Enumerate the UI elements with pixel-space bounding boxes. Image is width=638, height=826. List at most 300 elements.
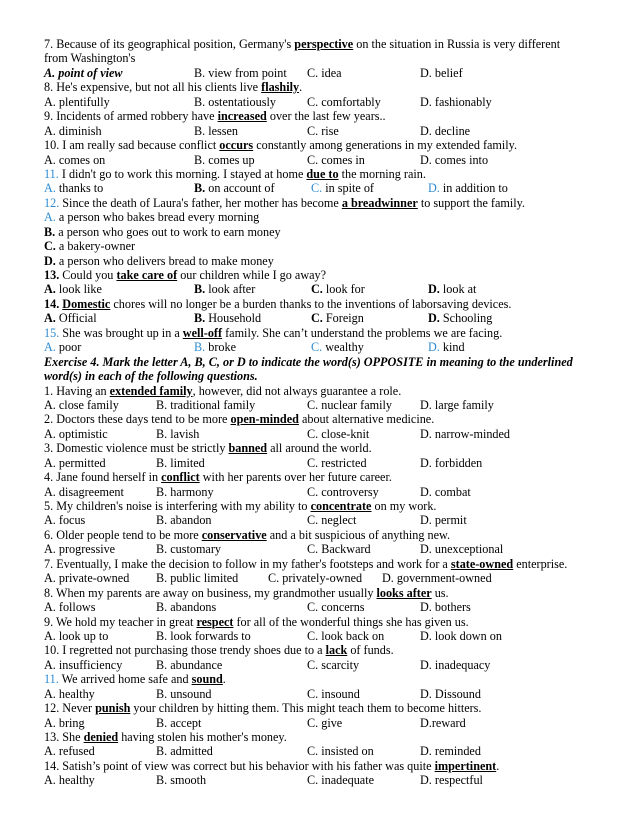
text-segment: 1. Having an: [44, 383, 110, 398]
option-text: B. view from point: [194, 65, 287, 80]
text-segment: your children by hitting them. This might teach them to become hitters.: [130, 701, 482, 716]
option-text: B. limited: [156, 455, 205, 470]
text-line: [44, 470, 604, 484]
answer-option: [307, 744, 374, 758]
answer-options-row: [44, 744, 604, 758]
key-word: impertinent: [434, 758, 497, 773]
answer-option: [156, 427, 199, 441]
answer-options-row: [44, 398, 604, 412]
option-text: D. unexceptional: [420, 542, 504, 557]
option-text: look like: [55, 282, 102, 297]
option-letter: C.: [311, 311, 323, 326]
text-segment: for all of the wonderful things she has given us.: [233, 614, 469, 629]
answer-option: [307, 542, 371, 556]
text-line: [44, 51, 604, 65]
option-text: B. unsound: [156, 686, 212, 701]
option-text: B. abandons: [156, 600, 217, 615]
answer-option: [420, 427, 510, 441]
text-segment: Could you: [59, 268, 117, 282]
answer-options-row: [44, 340, 604, 354]
answer-option: [194, 66, 287, 80]
answer-option: [420, 687, 481, 701]
text-segment: B.: [44, 224, 56, 239]
option-text: B. admitted: [156, 744, 213, 759]
text-line: [44, 499, 604, 513]
text-segment: a person who goes out to work to earn money: [55, 224, 281, 239]
answer-option: [156, 773, 206, 787]
answer-options-row: [44, 658, 604, 672]
answer-option: [382, 571, 492, 585]
text-segment: 2. Doctors these days tend to be more: [44, 412, 231, 427]
option-text: D. large family: [420, 397, 494, 412]
text-segment: with her parents over her future career.: [199, 470, 392, 485]
text-segment: 7. Because of its geographical position, Germany's: [44, 37, 295, 51]
answer-option: [44, 513, 85, 527]
option-text: C. neglect: [307, 513, 357, 528]
option-text: B. abandon: [156, 513, 212, 528]
text-segment: 13.: [44, 268, 60, 282]
option-text: A. look up to: [44, 628, 109, 643]
option-letter: C.: [311, 181, 323, 196]
option-text: D. narrow-minded: [420, 426, 511, 441]
text-line: [44, 412, 604, 426]
answer-options-row: [44, 600, 604, 614]
option-letter: C.: [311, 282, 323, 297]
option-text: A. refused: [44, 744, 95, 759]
answer-option: [420, 95, 492, 109]
option-text: Foreign: [322, 311, 364, 326]
answer-option: [420, 513, 467, 527]
answer-option: [307, 658, 359, 672]
text-segment: 3. Domestic violence must be strictly: [44, 441, 229, 456]
answer-option: [307, 513, 356, 527]
option-text: B. abundance: [156, 657, 223, 672]
answer-option: [194, 153, 255, 167]
key-word: take care of: [116, 268, 178, 282]
option-letter: A.: [44, 311, 56, 326]
option-text: poor: [55, 340, 82, 355]
text-segment: 13. She: [44, 730, 84, 744]
option-text: D. fashionably: [420, 94, 492, 109]
text-segment: family. She can’t understand the problems we are facing.: [222, 325, 503, 340]
answer-option: [156, 398, 255, 412]
answer-option: [307, 66, 342, 80]
option-text: C. idea: [307, 65, 342, 80]
answer-option: [44, 485, 124, 499]
text-segment: all around the world.: [267, 441, 372, 456]
answer-option: [307, 629, 384, 643]
answer-options-row: [44, 95, 604, 109]
option-letter: A.: [44, 181, 56, 196]
text-line: [44, 210, 604, 224]
text-line: [44, 268, 604, 282]
text-segment: 10. I am really sad because conflict: [44, 138, 220, 153]
answer-option: [428, 282, 476, 296]
answer-option: [156, 485, 214, 499]
option-text: A. focus: [44, 513, 86, 528]
option-text: A. progressive: [44, 542, 116, 557]
text-segment: on the situation in Russia is very different: [353, 37, 561, 51]
key-word: flashily: [261, 80, 300, 95]
answer-option: [307, 398, 392, 412]
option-text: Schooling: [439, 311, 493, 326]
option-text: B. smooth: [156, 773, 207, 788]
answer-option: [307, 773, 374, 787]
option-letter: D.: [428, 340, 440, 355]
text-segment: 9. We hold my teacher in great: [44, 614, 197, 629]
answer-option: [44, 66, 123, 80]
key-word: sound: [191, 672, 223, 687]
answer-option: [420, 600, 471, 614]
answer-option: [420, 485, 471, 499]
answer-option: [156, 687, 212, 701]
option-text: D. respectful: [420, 773, 483, 788]
text-segment: our children while I go away?: [177, 268, 327, 282]
text-line: [44, 37, 604, 51]
option-text: in addition to: [439, 181, 508, 196]
text-line: [44, 759, 604, 773]
text-segment: 14. Satish’s point of view was correct but his behavior with his father was quite: [44, 758, 435, 773]
key-word: denied: [83, 730, 119, 744]
answer-option: [420, 716, 466, 730]
option-text: D. inadequacy: [420, 657, 491, 672]
answer-option: [420, 542, 503, 556]
answer-options-row: [44, 571, 604, 585]
answer-option: [420, 153, 488, 167]
text-segment: and a bit suspicious of anything new.: [266, 527, 451, 542]
answer-option: [44, 398, 119, 412]
option-text: D. bothers: [420, 600, 471, 615]
option-text: C. restricted: [307, 455, 367, 470]
text-line: [44, 80, 604, 94]
answer-option: [420, 456, 482, 470]
text-segment: the morning rain.: [338, 166, 426, 181]
answer-option: [307, 153, 365, 167]
answer-option: [311, 311, 364, 325]
option-text: C. give: [307, 715, 343, 730]
answer-option: [156, 542, 221, 556]
answer-option: [44, 687, 95, 701]
text-segment: Since the death of Laura's father, her mother has become: [59, 195, 342, 210]
text-segment: 11.: [44, 672, 59, 687]
text-line: [44, 239, 604, 253]
key-word: respect: [196, 614, 234, 629]
answer-option: [307, 427, 369, 441]
answer-option: [156, 716, 201, 730]
key-word: punish: [95, 701, 131, 716]
option-text: A. insufficiency: [44, 657, 123, 672]
option-text: C. Backward: [307, 542, 371, 557]
option-letter: B.: [194, 282, 206, 297]
answer-options-row: [44, 513, 604, 527]
option-text: C. comfortably: [307, 94, 381, 109]
answer-option: [311, 340, 364, 354]
text-segment: .: [496, 758, 500, 773]
option-text: D. reminded: [420, 744, 481, 759]
text-segment: 9. Incidents of armed robbery have: [44, 109, 218, 124]
option-text: broke: [205, 340, 236, 355]
answer-option: [420, 66, 463, 80]
option-text: B. ostentatiously: [194, 94, 276, 109]
text-segment: having stolen his mother's money.: [118, 730, 287, 744]
answer-option: [44, 716, 85, 730]
answer-options-row: [44, 629, 604, 643]
option-text: C. privately-owned: [268, 571, 363, 586]
option-text: B. comes up: [194, 152, 255, 167]
answer-option: [44, 658, 122, 672]
text-segment: C.: [44, 239, 56, 254]
text-segment: .: [299, 80, 303, 95]
text-segment: 7. Eventually, I make the decision to follow in my father's footsteps and work for a: [44, 556, 451, 571]
text-segment: 5. My children's noise is interfering with my ability to: [44, 499, 311, 513]
answer-options-row: [44, 282, 604, 296]
text-line: [44, 138, 604, 152]
option-text: A. plentifully: [44, 94, 110, 109]
answer-option: [420, 398, 494, 412]
answer-option: [44, 571, 129, 585]
answer-option: [44, 629, 108, 643]
option-text: C. scarcity: [307, 657, 360, 672]
answer-option: [420, 773, 483, 787]
answer-options-row: [44, 427, 604, 441]
option-text: B. customary: [156, 542, 221, 557]
option-letter: B.: [194, 311, 206, 326]
answer-option: [194, 282, 255, 296]
answer-option: [307, 456, 367, 470]
text-line: [44, 369, 604, 383]
answer-option: [420, 658, 490, 672]
text-line: [44, 109, 604, 123]
text-line: [44, 586, 604, 600]
text-line: [44, 254, 604, 268]
text-segment: a person who delivers bread to make money: [55, 253, 274, 268]
option-letter: D.: [428, 311, 440, 326]
text-line: [44, 701, 604, 715]
text-segment: a bakery-owner: [55, 239, 136, 254]
option-text: C. insound: [307, 686, 360, 701]
answer-option: [428, 311, 492, 325]
text-segment: 4. Jane found herself in: [44, 470, 162, 485]
option-text: C. close-knit: [307, 426, 370, 441]
option-text: A. point of view: [44, 65, 123, 80]
key-word: extended family: [109, 383, 193, 398]
option-text: on account of: [205, 181, 275, 196]
answer-options-row: [44, 485, 604, 499]
answer-option: [428, 181, 508, 195]
key-word: occurs: [219, 138, 254, 153]
answer-option: [307, 485, 379, 499]
text-segment: D.: [44, 253, 56, 268]
key-word: lack: [325, 643, 348, 658]
answer-option: [44, 600, 95, 614]
option-text: B. public limited: [156, 571, 239, 586]
text-line: [44, 557, 604, 571]
option-text: B. lessen: [194, 123, 239, 138]
key-word: increased: [217, 109, 267, 124]
text-segment: to support the family.: [417, 195, 525, 210]
text-line: [44, 643, 604, 657]
text-segment: a person who bakes bread every morning: [55, 210, 260, 225]
answer-option: [268, 571, 362, 585]
option-text: A. private-owned: [44, 571, 130, 586]
text-segment: 6. Older people tend to be more: [44, 527, 202, 542]
answer-options-row: [44, 153, 604, 167]
text-segment: of funds.: [347, 643, 394, 658]
text-line: [44, 384, 604, 398]
option-text: C. concerns: [307, 600, 365, 615]
text-segment: from Washington's: [44, 51, 136, 66]
answer-option: [44, 744, 95, 758]
text-segment: word(s) in each of the following questions.: [44, 369, 258, 384]
answer-option: [311, 181, 374, 195]
option-letter: A.: [44, 282, 56, 297]
answer-option: [420, 124, 470, 138]
option-letter: D.: [428, 282, 440, 297]
text-line: [44, 297, 604, 311]
text-line: [44, 672, 604, 686]
text-segment: 11.: [44, 166, 59, 181]
option-text: D. comes into: [420, 152, 489, 167]
answer-option: [194, 311, 261, 325]
answer-option: [44, 542, 115, 556]
text-segment: 15.: [44, 325, 60, 340]
text-segment: 8. He's expensive, but not all his clients live: [44, 80, 262, 95]
text-segment: us.: [431, 585, 449, 600]
text-segment: , however, did not always guarantee a role.: [192, 383, 402, 398]
text-line: [44, 441, 604, 455]
option-text: A. bring: [44, 715, 85, 730]
text-segment: 10. I regretted not purchasing those trendy shoes due to a: [44, 643, 326, 658]
option-text: Household: [205, 311, 262, 326]
option-text: D.reward: [420, 715, 466, 730]
answer-option: [44, 181, 103, 195]
key-word: due to: [306, 166, 339, 181]
answer-option: [44, 340, 81, 354]
text-segment: We arrived home safe and: [58, 672, 192, 687]
option-letter: C.: [311, 340, 323, 355]
option-text: A. follows: [44, 600, 96, 615]
answer-option: [307, 124, 339, 138]
text-line: [44, 225, 604, 239]
option-text: D. government-owned: [382, 571, 492, 586]
answer-options-row: [44, 773, 604, 787]
text-segment: over the last few years..: [266, 109, 386, 124]
answer-option: [307, 687, 360, 701]
option-text: C. nuclear family: [307, 397, 392, 412]
answer-option: [307, 600, 365, 614]
option-text: D. decline: [420, 123, 471, 138]
text-segment: chores will no longer be a burden thanks to the inventions of laborsaving devices.: [110, 296, 512, 311]
option-text: C. look back on: [307, 628, 385, 643]
option-text: A. permitted: [44, 455, 106, 470]
key-word: Domestic: [62, 296, 111, 311]
key-word: looks after: [376, 585, 432, 600]
text-line: [44, 528, 604, 542]
answer-option: [156, 513, 212, 527]
text-segment: I didn't go to work this morning. I stayed at home: [58, 166, 307, 181]
option-text: D. look down on: [420, 628, 502, 643]
text-line: [44, 326, 604, 340]
option-text: D. combat: [420, 484, 471, 499]
answer-option: [307, 95, 381, 109]
answer-options-row: [44, 716, 604, 730]
option-text: B. lavish: [156, 426, 200, 441]
option-text: A. optimistic: [44, 426, 108, 441]
option-text: wealthy: [322, 340, 364, 355]
answer-options-row: [44, 456, 604, 470]
option-text: A. close family: [44, 397, 119, 412]
text-segment: enterprise.: [513, 556, 568, 571]
answer-option: [156, 658, 222, 672]
answer-options-row: [44, 687, 604, 701]
text-line: [44, 730, 604, 744]
key-word: a breadwinner: [341, 195, 418, 210]
answer-option: [156, 744, 213, 758]
key-word: state-owned: [450, 556, 514, 571]
answer-option: [44, 282, 102, 296]
option-text: kind: [439, 340, 465, 355]
answer-option: [194, 340, 236, 354]
worksheet-page: [44, 37, 604, 788]
option-letter: B.: [194, 340, 206, 355]
text-segment: 8. When my parents are away on business, my grandmother usually: [44, 585, 377, 600]
option-text: in spite of: [322, 181, 374, 196]
option-text: look for: [322, 282, 365, 297]
option-text: C. inadequate: [307, 773, 375, 788]
key-word: banned: [228, 441, 268, 456]
answer-option: [311, 282, 365, 296]
answer-option: [44, 153, 105, 167]
option-text: C. insisted on: [307, 744, 374, 759]
answer-options-row: [44, 124, 604, 138]
answer-option: [156, 456, 205, 470]
key-word: perspective: [294, 37, 354, 51]
option-text: A. comes on: [44, 152, 106, 167]
answer-option: [194, 95, 276, 109]
answer-option: [44, 456, 106, 470]
key-word: concentrate: [310, 499, 372, 513]
text-segment: Exercise 4. Mark the letter A, B, C, or D to indicate the word(s) OPPOSITE in meaning to the underlined: [44, 354, 573, 369]
option-text: A. healthy: [44, 773, 95, 788]
answer-option: [307, 716, 342, 730]
option-text: C. rise: [307, 123, 339, 138]
text-line: [44, 167, 604, 181]
option-text: B. harmony: [156, 484, 214, 499]
text-line: [44, 196, 604, 210]
key-word: conservative: [201, 527, 267, 542]
answer-option: [194, 181, 275, 195]
text-segment: She was brought up in a: [59, 325, 183, 340]
text-segment: 14.: [44, 296, 60, 311]
answer-option: [420, 629, 502, 643]
answer-option: [44, 311, 97, 325]
option-text: C. comes in: [307, 152, 365, 167]
answer-option: [44, 124, 102, 138]
answer-options-row: [44, 542, 604, 556]
answer-option: [44, 427, 108, 441]
option-text: A. healthy: [44, 686, 95, 701]
text-segment: constantly among generations in my extended family.: [253, 138, 518, 153]
text-segment: 12. Never: [44, 701, 96, 716]
option-letter: D.: [428, 181, 440, 196]
answer-options-row: [44, 311, 604, 325]
answer-option: [156, 629, 251, 643]
option-text: look at: [439, 282, 477, 297]
option-letter: A.: [44, 340, 56, 355]
answer-options-row: [44, 181, 604, 195]
text-segment: about alternative medicine.: [298, 412, 435, 427]
option-text: D. permit: [420, 513, 467, 528]
